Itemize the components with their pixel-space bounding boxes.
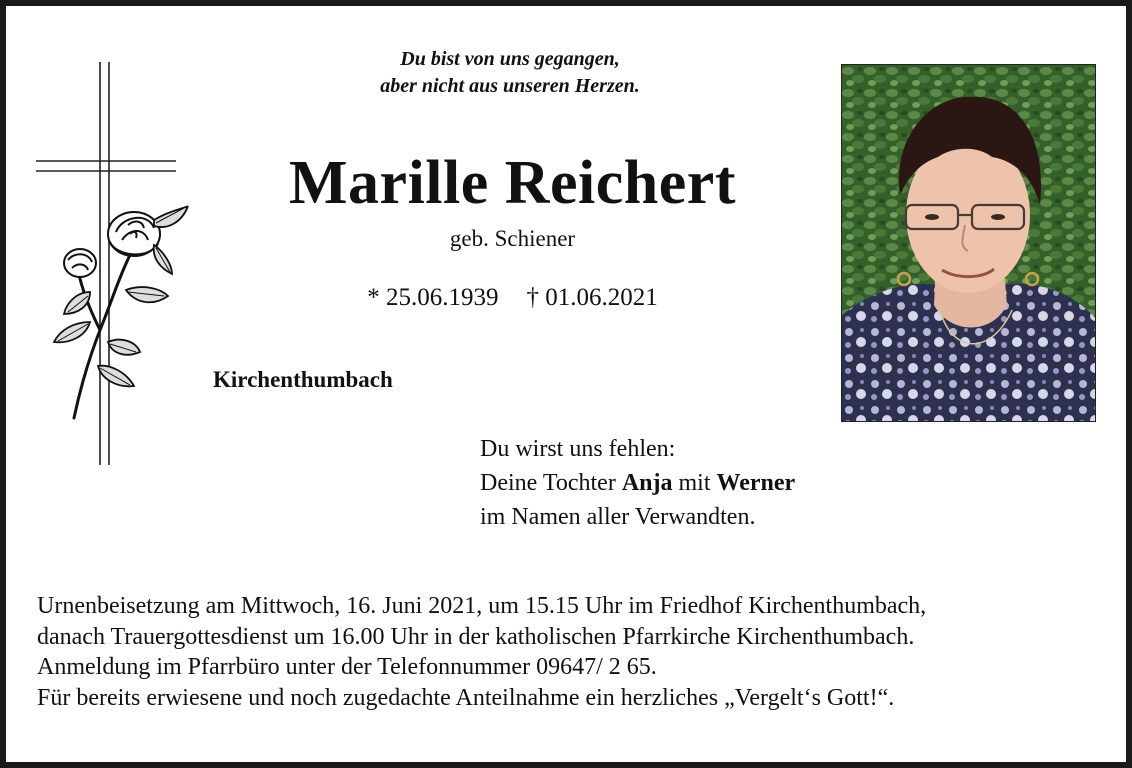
hometown: Kirchenthumbach <box>213 367 393 392</box>
mourners-line-3: im Namen aller Verwandten. <box>480 504 756 530</box>
memorial-quote <box>270 46 750 100</box>
mourner-name-anja: Anja <box>621 470 673 496</box>
portrait-photo <box>841 64 1096 422</box>
funeral-details-line-2: danach Trauergottesdienst um 16.00 Uhr in der katholischen Pfarrkirche Kirchenthumbach. <box>37 623 915 650</box>
quote-line-1: Du bist von uns gegangen, <box>400 48 620 70</box>
mourner-name-werner: Werner <box>716 470 796 496</box>
mourners-line-1: Du wirst uns fehlen: <box>480 436 676 462</box>
funeral-details-line-3: Anmeldung im Pfarrbüro unter der Telefonnummer 09647/ 2 65. <box>37 654 657 680</box>
funeral-details-line-4: Für bereits erwiesene und noch zugedachte Anteilnahme ein herzliches „Vergelt‘s Gott!“. <box>37 684 895 711</box>
death-date: † 01.06.2021 <box>526 284 658 311</box>
cross-with-rose-icon <box>30 60 200 470</box>
quote-line-2: aber nicht aus unseren Herzen. <box>380 75 640 97</box>
maiden-name: geb. Schiener <box>449 226 576 251</box>
funeral-details <box>37 591 1107 713</box>
mourners-block <box>480 432 795 534</box>
life-dates <box>300 283 725 313</box>
mourners-line-2 <box>480 466 795 500</box>
funeral-details-line-1: Urnenbeisetzung am Mittwoch, 16. Juni 2021, um 15.15 Uhr im Friedhof Kirchenthumbach, <box>37 593 927 619</box>
birth-date: * 25.06.1939 <box>367 284 499 311</box>
mourners-line-2-pre: Deine Tochter <box>480 470 622 496</box>
deceased-name: Marille Reichert <box>289 149 736 217</box>
mourners-line-2-mid: mit <box>672 470 717 496</box>
